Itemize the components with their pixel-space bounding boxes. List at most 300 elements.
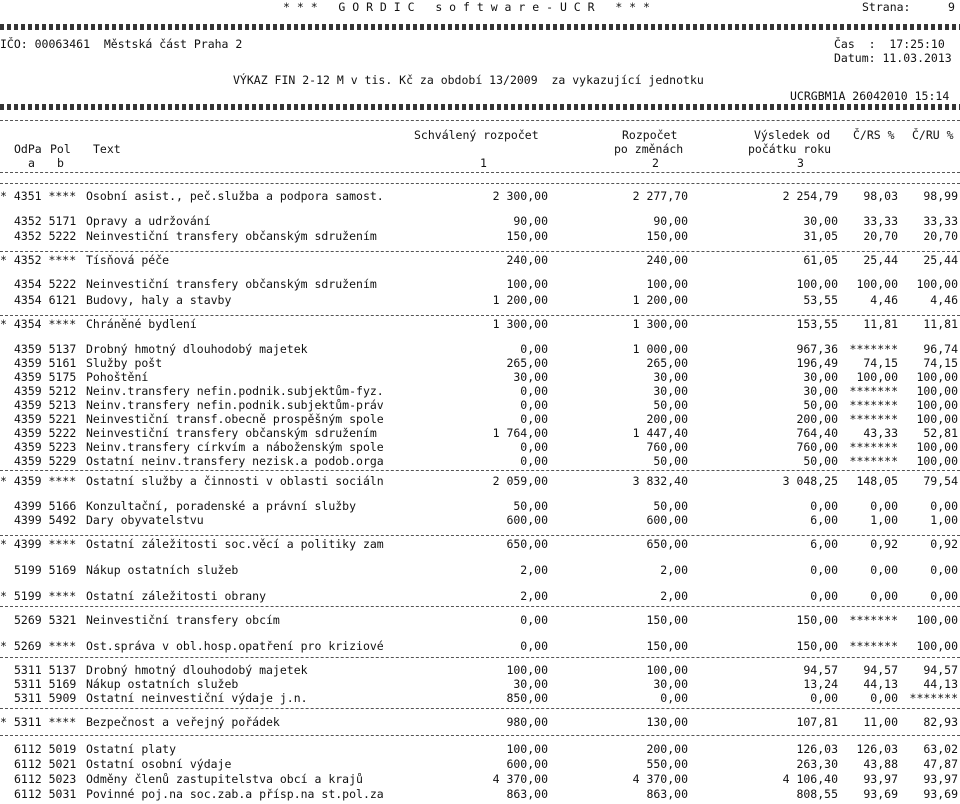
row-result: 196,49: [796, 356, 838, 370]
report-code: UCRGBM1A 26042010 15:14: [790, 89, 950, 103]
column-heading-line-2: [0, 142, 960, 156]
col-odpa: OdPa: [14, 142, 42, 156]
col-result-2: počátku roku: [748, 142, 832, 156]
row-text: Dary obyvatelstvu: [86, 513, 204, 527]
report-title: VÝKAZ FIN 2-12 M v tis. Kč za období 13/2009 za vykazující jednotku: [233, 73, 704, 87]
row-budget: 0,00: [660, 691, 688, 705]
row-ru: 52,81: [923, 426, 958, 440]
row-ru: 4,46: [930, 293, 958, 307]
dashed-rule: [0, 735, 960, 736]
row-text: Ostatní platy: [86, 742, 177, 756]
row-ru: 100,00: [916, 370, 958, 384]
row-ru: 0,00: [930, 499, 958, 513]
row-result: 0,00: [810, 499, 838, 513]
row-result: 967,36: [796, 342, 838, 356]
row-ru: *******: [909, 691, 958, 705]
row-rs: 98,03: [863, 189, 898, 203]
row-ru: 0,92: [930, 537, 958, 551]
row-ru: 33,33: [923, 214, 958, 228]
row-rs: 11,00: [863, 715, 898, 729]
row-result: 31,05: [803, 229, 838, 243]
row-ru: 96,74: [923, 342, 958, 356]
table-row: [0, 742, 960, 756]
row-ru: 100,00: [916, 639, 958, 653]
company-banner: * * * G O R D I C s o f t w a r e - U C R * * *: [283, 0, 650, 14]
row-approved: 863,00: [506, 787, 548, 801]
page-label: Strana:: [862, 0, 911, 14]
row-result: 760,00: [796, 440, 838, 454]
subtotal-row: [0, 189, 960, 203]
row-code: 6112 5023: [14, 772, 77, 786]
col-result: Výsledek od: [754, 128, 831, 142]
column-heading-line-1: [0, 128, 960, 142]
row-result: 50,00: [803, 398, 838, 412]
row-budget: 1 447,40: [632, 426, 688, 440]
row-code: 5311 5169: [14, 677, 77, 691]
row-code: * 4399 ****: [0, 537, 77, 551]
table-row: [0, 499, 960, 513]
row-code: * 4351 ****: [0, 189, 77, 203]
row-text: Drobný hmotný dlouhodobý majetek: [86, 342, 308, 356]
row-text: Pohoštění: [86, 370, 149, 384]
row-ru: 82,93: [923, 715, 958, 729]
time-text: Čas : 17:25:10: [834, 37, 945, 51]
row-code: 6112 5019: [14, 742, 77, 756]
row-text: Ostatní osobní výdaje: [86, 757, 232, 771]
row-approved: 100,00: [506, 663, 548, 677]
row-budget: 30,00: [653, 384, 688, 398]
row-code: 5311 5137: [14, 663, 77, 677]
subtotal-row: [0, 474, 960, 488]
row-result: 3 048,25: [782, 474, 838, 488]
row-approved: 0,00: [520, 412, 548, 426]
row-ru: 25,44: [923, 253, 958, 267]
row-code: 4359 5175: [14, 370, 77, 384]
row-ru: 1,00: [930, 513, 958, 527]
row-rs: 0,00: [870, 691, 898, 705]
row-code: 4399 5492: [14, 513, 77, 527]
date-line: [0, 51, 960, 65]
row-approved: 600,00: [506, 513, 548, 527]
row-approved: 0,00: [520, 639, 548, 653]
row-code: 4359 5161: [14, 356, 77, 370]
row-text: Drobný hmotný dlouhodobý majetek: [86, 663, 308, 677]
row-rs: 0,00: [870, 499, 898, 513]
row-approved: 0,00: [520, 342, 548, 356]
row-budget: 30,00: [653, 677, 688, 691]
row-approved: 100,00: [506, 742, 548, 756]
row-rs: 43,33: [863, 426, 898, 440]
row-approved: 90,00: [513, 214, 548, 228]
row-approved: 2 059,00: [492, 474, 548, 488]
row-approved: 0,00: [520, 384, 548, 398]
row-budget: 50,00: [653, 454, 688, 468]
row-budget: 1 000,00: [632, 342, 688, 356]
row-ru: 11,81: [923, 317, 958, 331]
row-rs: 0,00: [870, 563, 898, 577]
row-code: 4399 5166: [14, 499, 77, 513]
row-ru: 44,13: [923, 677, 958, 691]
row-approved: 0,00: [520, 440, 548, 454]
row-approved: 50,00: [513, 499, 548, 513]
row-budget: 760,00: [646, 440, 688, 454]
col-budget-2: po změnách: [614, 142, 684, 156]
col-2: 2: [652, 156, 659, 170]
row-ru: 100,00: [916, 384, 958, 398]
row-approved: 240,00: [506, 253, 548, 267]
row-budget: 100,00: [646, 277, 688, 291]
row-approved: 4 370,00: [492, 772, 548, 786]
row-result: 30,00: [803, 214, 838, 228]
row-text: Ostatní neinv.transfery nezisk.a podob.orga: [86, 454, 384, 468]
row-budget: 1 300,00: [632, 317, 688, 331]
table-row: [0, 229, 960, 243]
row-budget: 600,00: [646, 513, 688, 527]
dashed-rule: [0, 708, 960, 709]
row-result: 0,00: [810, 563, 838, 577]
table-row: [0, 277, 960, 291]
row-code: 4359 5222: [14, 426, 77, 440]
row-result: 150,00: [796, 613, 838, 627]
row-result: 100,00: [796, 277, 838, 291]
row-result: 53,55: [803, 293, 838, 307]
table-row: [0, 613, 960, 627]
row-code: 6112 5021: [14, 757, 77, 771]
table-row: [0, 772, 960, 786]
column-heading-line-3: [0, 156, 960, 170]
row-text: Neinv.transfery nefin.podnik.subjektům-práv: [86, 398, 384, 412]
row-budget: 3 832,40: [632, 474, 688, 488]
row-approved: 600,00: [506, 757, 548, 771]
dashed-rule: [0, 657, 960, 658]
row-result: 0,00: [810, 589, 838, 603]
row-code: 4359 5229: [14, 454, 77, 468]
row-result: 107,81: [796, 715, 838, 729]
row-code: 4359 5137: [14, 342, 77, 356]
report-title-line: [0, 73, 960, 87]
report-code-line: [0, 89, 960, 103]
row-result: 50,00: [803, 454, 838, 468]
table-row: [0, 426, 960, 440]
col-approved: Schválený rozpočet: [414, 128, 539, 142]
row-rs: *******: [849, 440, 898, 454]
row-rs: 100,00: [856, 277, 898, 291]
row-result: 764,40: [796, 426, 838, 440]
row-approved: 0,00: [520, 613, 548, 627]
row-budget: 150,00: [646, 613, 688, 627]
row-rs: *******: [849, 454, 898, 468]
row-rs: *******: [849, 639, 898, 653]
row-code: 4352 5171: [14, 214, 77, 228]
row-approved: 1 200,00: [492, 293, 548, 307]
row-rs: *******: [849, 412, 898, 426]
row-budget: 550,00: [646, 757, 688, 771]
row-approved: 0,00: [520, 454, 548, 468]
row-text: Služby pošt: [86, 356, 163, 370]
row-result: 30,00: [803, 370, 838, 384]
table-row: [0, 356, 960, 370]
row-code: * 4354 ****: [0, 317, 77, 331]
row-result: 0,00: [810, 691, 838, 705]
row-ru: 100,00: [916, 440, 958, 454]
row-code: 5269 5321: [14, 613, 77, 627]
row-result: 808,55: [796, 787, 838, 801]
row-text: Neinvestiční transfery občanským sdružením: [86, 426, 377, 440]
row-text: Neinv.transfery církvím a náboženským spole: [86, 440, 384, 454]
subtotal-row: [0, 715, 960, 729]
ico-line: [0, 37, 960, 51]
dashed-rule: [0, 315, 960, 316]
row-budget: 90,00: [653, 214, 688, 228]
col-1: 1: [480, 156, 487, 170]
row-text: Nákup ostatních služeb: [86, 563, 239, 577]
col-budget: Rozpočet: [622, 128, 678, 142]
table-row: [0, 663, 960, 677]
row-text: Neinvestiční transfery občanským sdružením: [86, 229, 377, 243]
row-text: Povinné poj.na soc.zab.a přísp.na st.pol.za: [86, 787, 384, 801]
row-rs: 148,05: [856, 474, 898, 488]
subtotal-row: [0, 639, 960, 653]
row-result: 30,00: [803, 384, 838, 398]
row-approved: 850,00: [506, 691, 548, 705]
col-3: 3: [797, 156, 804, 170]
row-text: Opravy a udržování: [86, 214, 211, 228]
row-text: Ost.správa v obl.hosp.opatření pro kriziové: [86, 639, 384, 653]
dashed-rule: [0, 535, 960, 536]
row-code: * 5269 ****: [0, 639, 77, 653]
row-budget: 2 277,70: [632, 189, 688, 203]
subtotal-row: [0, 317, 960, 331]
row-code: 4354 5222: [14, 277, 77, 291]
row-result: 153,55: [796, 317, 838, 331]
row-approved: 150,00: [506, 229, 548, 243]
row-ru: 100,00: [916, 398, 958, 412]
table-row: [0, 757, 960, 771]
row-budget: 1 200,00: [632, 293, 688, 307]
dashed-rule: [0, 120, 960, 121]
table-row: [0, 454, 960, 468]
row-budget: 30,00: [653, 370, 688, 384]
row-approved: 2 300,00: [492, 189, 548, 203]
table-row: [0, 412, 960, 426]
table-row: [0, 440, 960, 454]
row-rs: 20,70: [863, 229, 898, 243]
subtotal-row: [0, 537, 960, 551]
col-pol: Pol: [50, 142, 71, 156]
row-rs: 11,81: [863, 317, 898, 331]
row-ru: 98,99: [923, 189, 958, 203]
row-code: 4359 5221: [14, 412, 77, 426]
row-code: * 5311 ****: [0, 715, 77, 729]
row-code: 4359 5213: [14, 398, 77, 412]
row-text: Neinv.transfery nefin.podnik.subjektům-fyz.: [86, 384, 384, 398]
row-budget: 863,00: [646, 787, 688, 801]
table-row: [0, 214, 960, 228]
row-rs: 25,44: [863, 253, 898, 267]
row-text: Ostatní záležitosti obrany: [86, 589, 267, 603]
row-rs: 74,15: [863, 356, 898, 370]
col-text: Text: [93, 142, 121, 156]
row-budget: 2,00: [660, 589, 688, 603]
table-row: [0, 787, 960, 801]
col-ru: Č/RU %: [912, 128, 954, 142]
row-ru: 100,00: [916, 613, 958, 627]
row-approved: 0,00: [520, 398, 548, 412]
row-text: Osobní asist., peč.služba a podpora samost.: [86, 189, 384, 203]
row-approved: 980,00: [506, 715, 548, 729]
row-rs: 0,92: [870, 537, 898, 551]
table-row: [0, 342, 960, 356]
row-rs: 43,88: [863, 757, 898, 771]
row-code: 6112 5031: [14, 787, 77, 801]
row-result: 94,57: [803, 663, 838, 677]
row-text: Nákup ostatních služeb: [86, 677, 239, 691]
row-code: * 5199 ****: [0, 589, 77, 603]
col-a: a: [28, 156, 35, 170]
col-rs: Č/RS %: [853, 128, 895, 142]
row-code: 4352 5222: [14, 229, 77, 243]
row-code: 5311 5909: [14, 691, 77, 705]
row-rs: *******: [849, 384, 898, 398]
row-budget: 50,00: [653, 499, 688, 513]
row-text: Chráněné bydlení: [86, 317, 197, 331]
row-ru: 93,69: [923, 787, 958, 801]
row-approved: 2,00: [520, 563, 548, 577]
row-ru: 20,70: [923, 229, 958, 243]
row-result: 6,00: [810, 537, 838, 551]
row-code: * 4352 ****: [0, 253, 77, 267]
dashed-rule: [0, 470, 960, 471]
row-rs: 100,00: [856, 370, 898, 384]
row-approved: 265,00: [506, 356, 548, 370]
row-rs: 126,03: [856, 742, 898, 756]
row-approved: 1 300,00: [492, 317, 548, 331]
row-rs: *******: [849, 342, 898, 356]
row-code: 5199 5169: [14, 563, 77, 577]
row-approved: 30,00: [513, 370, 548, 384]
row-ru: 74,15: [923, 356, 958, 370]
row-budget: 200,00: [646, 742, 688, 756]
table-row: [0, 563, 960, 577]
row-budget: 2,00: [660, 563, 688, 577]
row-text: Ostatní služby a činnosti v oblasti sociáln: [86, 474, 384, 488]
row-budget: 50,00: [653, 398, 688, 412]
table-row: [0, 398, 960, 412]
subtotal-row: [0, 253, 960, 267]
row-budget: 4 370,00: [632, 772, 688, 786]
row-text: Neinvestiční transf.obecně prospěšným spole: [86, 412, 384, 426]
row-text: Ostatní záležitosti soc.věcí a politiky zam: [86, 537, 384, 551]
row-approved: 2,00: [520, 589, 548, 603]
ico-text: IČO: 00063461 Městská část Praha 2: [0, 37, 243, 51]
row-ru: 0,00: [930, 589, 958, 603]
row-rs: 1,00: [870, 513, 898, 527]
table-row: [0, 677, 960, 691]
row-budget: 265,00: [646, 356, 688, 370]
row-code: 4359 5223: [14, 440, 77, 454]
row-budget: 150,00: [646, 229, 688, 243]
row-ru: 93,97: [923, 772, 958, 786]
row-result: 61,05: [803, 253, 838, 267]
dashed-rule: [0, 251, 960, 252]
row-budget: 240,00: [646, 253, 688, 267]
row-code: * 4359 ****: [0, 474, 77, 488]
star-rule: [0, 24, 960, 30]
row-rs: 33,33: [863, 214, 898, 228]
row-budget: 200,00: [646, 412, 688, 426]
table-row: [0, 384, 960, 398]
row-text: Ostatní neinvestiční výdaje j.n.: [86, 691, 308, 705]
row-result: 263,30: [796, 757, 838, 771]
row-rs: 0,00: [870, 589, 898, 603]
row-text: Neinvestiční transfery občanským sdružením: [86, 277, 377, 291]
row-ru: 100,00: [916, 412, 958, 426]
row-code: 4359 5212: [14, 384, 77, 398]
row-result: 13,24: [803, 677, 838, 691]
row-text: Tísňová péče: [86, 253, 170, 267]
page-number: 9: [948, 0, 955, 14]
row-budget: 150,00: [646, 639, 688, 653]
row-result: 2 254,79: [782, 189, 838, 203]
row-ru: 79,54: [923, 474, 958, 488]
row-budget: 650,00: [646, 537, 688, 551]
row-rs: 44,13: [863, 677, 898, 691]
row-text: Odměny členů zastupitelstva obcí a krajů: [86, 772, 363, 786]
row-result: 4 106,40: [782, 772, 838, 786]
report-header-line: [0, 0, 960, 14]
table-row: [0, 513, 960, 527]
row-result: 200,00: [796, 412, 838, 426]
row-ru: 94,57: [923, 663, 958, 677]
dashed-rule: [0, 183, 960, 184]
dashed-rule: [0, 606, 960, 607]
row-ru: 100,00: [916, 454, 958, 468]
row-ru: 47,87: [923, 757, 958, 771]
row-ru: 0,00: [930, 563, 958, 577]
row-text: Konzultační, poradenské a právní služby: [86, 499, 357, 513]
row-ru: 63,02: [923, 742, 958, 756]
row-rs: *******: [849, 613, 898, 627]
row-rs: 94,57: [863, 663, 898, 677]
row-text: Bezpečnost a veřejný pořádek: [86, 715, 280, 729]
row-rs: 93,97: [863, 772, 898, 786]
table-row: [0, 370, 960, 384]
row-rs: 4,46: [870, 293, 898, 307]
star-rule: [0, 104, 960, 110]
row-code: 4354 6121: [14, 293, 77, 307]
subtotal-row: [0, 589, 960, 603]
row-result: 126,03: [796, 742, 838, 756]
row-text: Neinvestiční transfery obcím: [86, 613, 280, 627]
row-ru: 100,00: [916, 277, 958, 291]
table-row: [0, 293, 960, 307]
row-budget: 100,00: [646, 663, 688, 677]
row-approved: 100,00: [506, 277, 548, 291]
table-row: [0, 691, 960, 705]
row-rs: *******: [849, 398, 898, 412]
row-rs: 93,69: [863, 787, 898, 801]
row-result: 6,00: [810, 513, 838, 527]
date-text: Datum: 11.03.2013: [834, 51, 952, 65]
dashed-rule: [0, 172, 960, 173]
row-text: Budovy, haly a stavby: [86, 293, 232, 307]
row-approved: 1 764,00: [492, 426, 548, 440]
row-result: 150,00: [796, 639, 838, 653]
col-b: b: [57, 156, 64, 170]
row-budget: 130,00: [646, 715, 688, 729]
row-approved: 30,00: [513, 677, 548, 691]
row-approved: 650,00: [506, 537, 548, 551]
